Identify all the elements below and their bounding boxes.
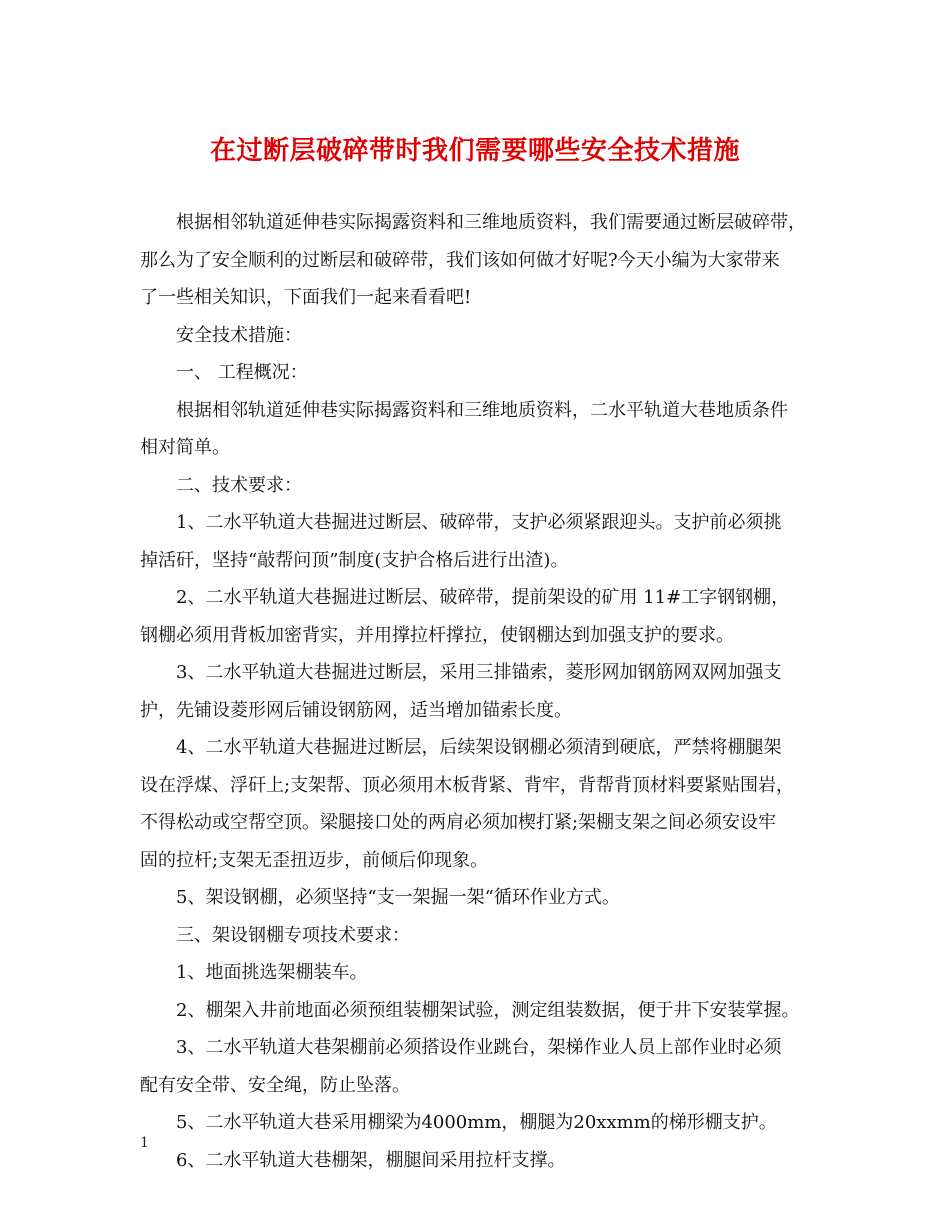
body-line: 1、二水平轨道大巷掘进过断层、破碎带，支护必须紧跟迎头。支护前必须挑 bbox=[176, 512, 782, 533]
body-line: 根据相邻轨道延伸巷实际揭露资料和三维地质资料，我们需要通过断层破碎带， bbox=[176, 212, 806, 233]
body-line: 4、二水平轨道大巷掘进过断层，后续架设钢棚必须清到硬底，严禁将棚腿架 bbox=[176, 737, 782, 758]
body-line: 固的拉杆;支架无歪扭迈步，前倾后仰现象。 bbox=[140, 849, 489, 871]
body-line: 6、二水平轨道大巷棚架，棚腿间采用拉杆支撑。 bbox=[176, 1149, 566, 1171]
body-line: 设在浮煤、浮矸上;支架帮、顶必须用木板背紧、背牢，背帮背顶材料要紧贴围岩， bbox=[140, 774, 795, 796]
document-body bbox=[140, 204, 840, 1179]
body-line: 三、架设钢棚专项技术要求： bbox=[176, 924, 410, 946]
body-line: 不得松动或空帮空顶。梁腿接口处的两肩必须加楔打紧;架棚支架之间必须安设牢 bbox=[140, 812, 777, 833]
body-line: 1、地面挑选架棚装车。 bbox=[176, 962, 368, 983]
document-title: 在过断层破碎带时我们需要哪些安全技术措施 bbox=[209, 136, 740, 166]
body-line: 那么为了安全顺利的过断层和破碎带，我们该如何做才好呢?今天小编为大家带来 bbox=[140, 249, 780, 271]
body-line: 3、二水平轨道大巷掘进过断层，采用三排锚索，菱形网加钢筋网双网加强支 bbox=[176, 662, 782, 683]
body-line: 钢棚必须用背板加密背实，并用撑拉杆撑拉，使钢棚达到加强支护的要求。 bbox=[140, 624, 734, 646]
body-line: 3、二水平轨道大巷架棚前必须搭设作业跳台，架梯作业人员上部作业时必须 bbox=[176, 1037, 782, 1058]
body-line: 2、棚架入井前地面必须预组装棚架试验，测定组装数据，便于井下安装掌握。 bbox=[176, 999, 800, 1021]
body-line: 安全技术措施： bbox=[176, 324, 302, 346]
page-number: 1 bbox=[140, 1135, 149, 1151]
body-line: 一、 工程概况： bbox=[176, 362, 308, 383]
body-line: 了一些相关知识，下面我们一起来看看吧! bbox=[140, 287, 472, 308]
body-line: 护，先铺设菱形网后铺设钢筋网，适当增加锚索长度。 bbox=[140, 699, 572, 721]
body-line: 配有安全带、安全绳，防止坠落。 bbox=[140, 1074, 410, 1096]
body-line: 相对简单。 bbox=[140, 437, 230, 458]
body-line: 掉活矸，坚持“敲帮问顶”制度(支护合格后进行出渣)。 bbox=[140, 549, 569, 571]
body-line: 5、架设钢棚，必须坚持“支一架掘一架“循环作业方式。 bbox=[176, 887, 620, 908]
body-line: 5、二水平轨道大巷采用棚梁为4000mm，棚腿为20xxmm的梯形棚支护。 bbox=[176, 1112, 777, 1133]
body-line: 二、技术要求： bbox=[176, 474, 302, 496]
body-line: 根据相邻轨道延伸巷实际揭露资料和三维地质资料，二水平轨道大巷地质条件 bbox=[176, 399, 788, 421]
body-line: 2、二水平轨道大巷掘进过断层、破碎带，提前架设的矿用 11#工字钢钢棚， bbox=[176, 587, 790, 608]
